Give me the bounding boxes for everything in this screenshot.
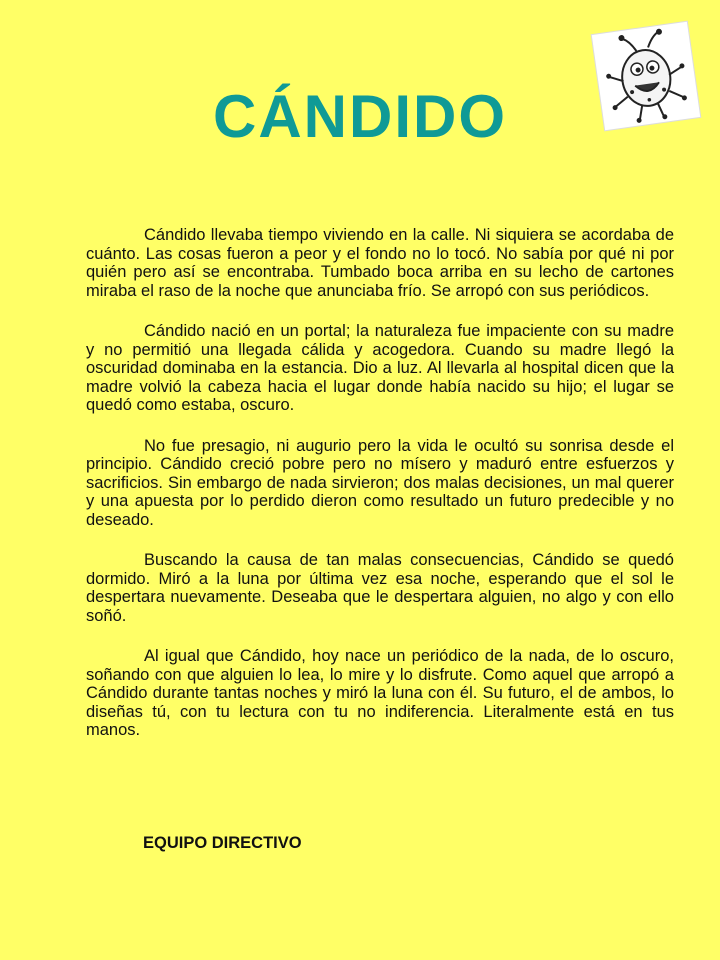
paragraph-5: Al igual que Cándido, hoy nace un periódico de la nada, de lo oscuro, soñando con que alguien lo lea, lo mire y lo disfrute. Como aquel que arropó a Cándido durante tantas noches y miró la luna con él. Su futuro, el de ambos, lo diseñas tú, con tu lectura con tu no indiferencia. Literalmente está en tus manos. <box>86 647 674 739</box>
paragraph-4: Buscando la causa de tan malas consecuencias, Cándido se quedó dormido. Miró a la luna por última vez esa noche, esperando que el sol le despertara nuevamente. Deseaba que le despertara alguien, no algo y con ello soñó. <box>86 551 674 625</box>
paragraph-3: No fue presagio, ni augurio pero la vida le ocultó su sonrisa desde el principio. Cándido creció pobre pero no mísero y maduró entre esfuerzos y sacrificios. Sin embargo de nada sirvieron; dos malas decisiones, un mal querer y una apuesta por lo perdido dieron como resultado un futuro predecible y no deseado. <box>86 436 674 529</box>
signature: EQUIPO DIRECTIVO <box>143 834 302 852</box>
page-title: CÁNDIDO <box>213 83 507 150</box>
article-body <box>86 226 674 762</box>
paragraph-2: Cándido nació en un portal; la naturaleza fue impaciente con su madre y no permitió una llegada cálida y acogedora. Cuando su madre llegó la oscuridad dominaba en la estancia. Dio a luz. Al llevarla al hospital dicen que la madre volvió la cabeza hacia el lugar donde había nacido su hijo; el lugar se quedó como estaba, oscuro. <box>86 322 674 414</box>
paragraph-1: Cándido llevaba tiempo viviendo en la calle. Ni siquiera se acordaba de cuánto. Las cosas fueron a peor y el fondo no lo tocó. No sabía por qué ni por quién pero así se encontraba. Tumbado boca arriba en su lecho de cartones miraba el raso de la noche que anunciaba frío. Se arropó con sus periódicos. <box>86 226 674 300</box>
cartoon-bug-mascot-icon <box>592 22 700 130</box>
